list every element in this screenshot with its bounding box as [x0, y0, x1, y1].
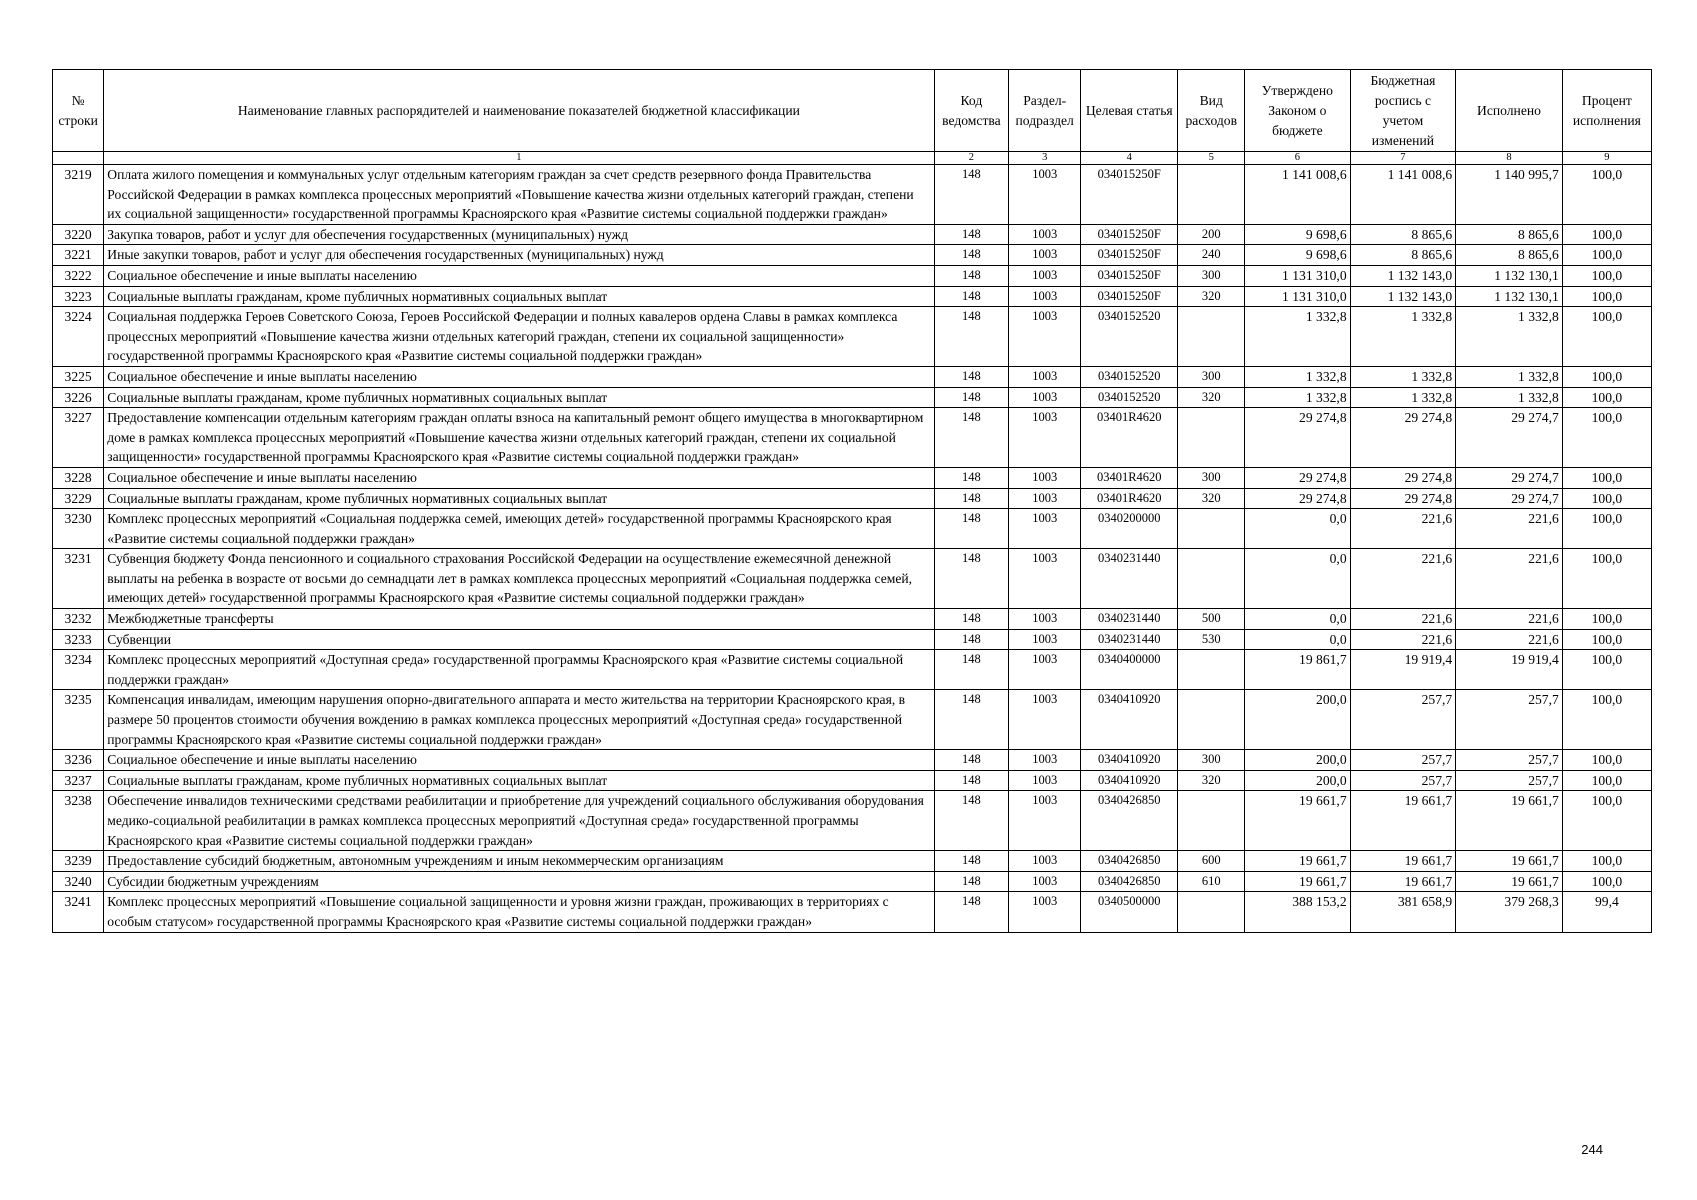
row-name: Социальная поддержка Героев Советского Союза, Героев Российской Федерации и полных кавалеров ордена Славы в рамках комплекса процессных мероприятий «Повышение качества жизни отдельных категорий граждан, степени их социальной защищенности» государственной программы Красноярского края «Развитие системы социальной поддержки граждан» [104, 307, 934, 367]
column-number: 5 [1178, 152, 1245, 165]
row-name: Социальное обеспечение и иные выплаты населению [104, 265, 934, 286]
row-dept-code: 148 [934, 892, 1009, 932]
row-number: 3220 [53, 224, 104, 245]
row-percent: 100,0 [1562, 224, 1651, 245]
page-number: 244 [1581, 1142, 1603, 1157]
row-target-article: 034015250F [1081, 224, 1178, 245]
row-dept-code: 148 [934, 690, 1009, 750]
row-expense-kind [1178, 892, 1245, 932]
table-row [53, 224, 1652, 245]
row-expense-kind [1178, 650, 1245, 690]
row-approved: 9 698,6 [1245, 224, 1351, 245]
row-approved: 19 861,7 [1245, 650, 1351, 690]
column-number: 6 [1245, 152, 1351, 165]
row-executed: 221,6 [1456, 549, 1563, 609]
row-schedule: 221,6 [1350, 509, 1456, 549]
row-percent: 100,0 [1562, 245, 1651, 266]
row-percent: 100,0 [1562, 366, 1651, 387]
row-name: Закупка товаров, работ и услуг для обеспечения государственных (муниципальных) нужд [104, 224, 934, 245]
row-name: Социальные выплаты гражданам, кроме публичных нормативных социальных выплат [104, 286, 934, 307]
header-row-number: № строки [53, 70, 104, 152]
row-approved: 200,0 [1245, 770, 1351, 791]
row-name: Субсидии бюджетным учреждениям [104, 871, 934, 892]
row-approved: 29 274,8 [1245, 408, 1351, 468]
column-number [53, 152, 104, 165]
row-name: Компенсация инвалидам, имеющим нарушения опорно-двигательного аппарата и место жительства на территории Красноярского края, в размере 50 процентов стоимости обучения вождению в рамках комплекса процессных мероприятий «Доступная среда» государственной программы Красноярского края «Развитие системы социальной поддержки граждан» [104, 690, 934, 750]
row-target-article: 0340152520 [1081, 366, 1178, 387]
row-number: 3225 [53, 366, 104, 387]
row-dept-code: 148 [934, 165, 1009, 225]
table-row [53, 307, 1652, 367]
header-target-article: Целевая статья [1081, 70, 1178, 152]
table-row [53, 851, 1652, 872]
row-name: Социальное обеспечение и иные выплаты населению [104, 366, 934, 387]
row-approved: 200,0 [1245, 750, 1351, 771]
row-name: Комплекс процессных мероприятий «Повышение социальной защищенности и уровня жизни граждан, проживающих в территориях с особым статусом» государственной программы Красноярского края «Развитие системы социальной поддержки граждан» [104, 892, 934, 932]
row-target-article: 0340400000 [1081, 650, 1178, 690]
row-expense-kind: 300 [1178, 750, 1245, 771]
column-number: 3 [1009, 152, 1081, 165]
row-section: 1003 [1009, 286, 1081, 307]
row-executed: 257,7 [1456, 750, 1563, 771]
row-section: 1003 [1009, 609, 1081, 630]
table-row [53, 871, 1652, 892]
row-section: 1003 [1009, 224, 1081, 245]
row-percent: 100,0 [1562, 770, 1651, 791]
row-number: 3226 [53, 387, 104, 408]
row-schedule: 1 132 143,0 [1350, 265, 1456, 286]
row-section: 1003 [1009, 165, 1081, 225]
row-dept-code: 148 [934, 245, 1009, 266]
row-schedule: 1 332,8 [1350, 387, 1456, 408]
row-target-article: 034015250F [1081, 245, 1178, 266]
table-row [53, 629, 1652, 650]
row-target-article: 03401R4620 [1081, 488, 1178, 509]
row-expense-kind: 240 [1178, 245, 1245, 266]
row-section: 1003 [1009, 871, 1081, 892]
row-executed: 1 132 130,1 [1456, 286, 1563, 307]
row-number: 3228 [53, 467, 104, 488]
row-section: 1003 [1009, 265, 1081, 286]
column-number: 8 [1456, 152, 1563, 165]
row-section: 1003 [1009, 509, 1081, 549]
row-schedule: 19 661,7 [1350, 871, 1456, 892]
row-section: 1003 [1009, 791, 1081, 851]
row-dept-code: 148 [934, 650, 1009, 690]
row-dept-code: 148 [934, 750, 1009, 771]
row-percent: 100,0 [1562, 165, 1651, 225]
row-percent: 100,0 [1562, 791, 1651, 851]
row-number: 3222 [53, 265, 104, 286]
row-percent: 100,0 [1562, 307, 1651, 367]
row-approved: 1 131 310,0 [1245, 265, 1351, 286]
row-target-article: 0340231440 [1081, 549, 1178, 609]
row-name: Комплекс процессных мероприятий «Доступная среда» государственной программы Красноярского края «Развитие системы социальной поддержки граждан» [104, 650, 934, 690]
row-expense-kind: 320 [1178, 488, 1245, 509]
column-number: 7 [1350, 152, 1456, 165]
table-row [53, 770, 1652, 791]
column-number: 2 [934, 152, 1009, 165]
row-name: Социальное обеспечение и иные выплаты населению [104, 467, 934, 488]
table-row [53, 165, 1652, 225]
row-approved: 1 332,8 [1245, 307, 1351, 367]
row-percent: 100,0 [1562, 408, 1651, 468]
row-approved: 19 661,7 [1245, 791, 1351, 851]
row-executed: 257,7 [1456, 770, 1563, 791]
row-name: Субвенция бюджету Фонда пенсионного и социального страхования Российской Федерации на осуществление ежемесячной денежной выплаты на ребенка в возрасте от восьми до семнадцати лет в рамках комплекса процессных мероприятий «Социальная поддержка семей, имеющих детей» государственной программы Красноярского края «Развитие системы социальной поддержки граждан» [104, 549, 934, 609]
row-expense-kind: 300 [1178, 265, 1245, 286]
row-dept-code: 148 [934, 509, 1009, 549]
row-number: 3224 [53, 307, 104, 367]
table-header [53, 70, 1652, 165]
row-executed: 1 332,8 [1456, 366, 1563, 387]
table-row [53, 609, 1652, 630]
table-row [53, 286, 1652, 307]
row-executed: 19 661,7 [1456, 871, 1563, 892]
row-percent: 100,0 [1562, 286, 1651, 307]
table-row [53, 366, 1652, 387]
row-approved: 9 698,6 [1245, 245, 1351, 266]
header-executed: Исполнено [1456, 70, 1563, 152]
row-schedule: 257,7 [1350, 690, 1456, 750]
row-section: 1003 [1009, 892, 1081, 932]
row-dept-code: 148 [934, 488, 1009, 509]
row-target-article: 0340231440 [1081, 629, 1178, 650]
row-executed: 1 332,8 [1456, 307, 1563, 367]
row-executed: 1 132 130,1 [1456, 265, 1563, 286]
row-executed: 8 865,6 [1456, 245, 1563, 266]
row-number: 3233 [53, 629, 104, 650]
row-name: Субвенции [104, 629, 934, 650]
row-name: Комплекс процессных мероприятий «Социальная поддержка семей, имеющих детей» государственной программы Красноярского края «Развитие системы социальной поддержки граждан» [104, 509, 934, 549]
header-name: Наименование главных распорядителей и наименование показателей бюджетной классификации [104, 70, 934, 152]
row-schedule: 1 132 143,0 [1350, 286, 1456, 307]
row-dept-code: 148 [934, 770, 1009, 791]
row-number: 3241 [53, 892, 104, 932]
row-target-article: 0340426850 [1081, 851, 1178, 872]
table-body [53, 165, 1652, 933]
row-percent: 100,0 [1562, 488, 1651, 509]
row-dept-code: 148 [934, 307, 1009, 367]
row-section: 1003 [1009, 408, 1081, 468]
table-row [53, 791, 1652, 851]
row-executed: 221,6 [1456, 509, 1563, 549]
row-approved: 1 332,8 [1245, 366, 1351, 387]
header-expense-kind: Вид расходов [1178, 70, 1245, 152]
row-executed: 221,6 [1456, 629, 1563, 650]
row-percent: 100,0 [1562, 509, 1651, 549]
row-section: 1003 [1009, 467, 1081, 488]
row-section: 1003 [1009, 750, 1081, 771]
row-approved: 0,0 [1245, 549, 1351, 609]
row-expense-kind: 320 [1178, 286, 1245, 307]
row-expense-kind [1178, 791, 1245, 851]
budget-table [52, 69, 1652, 933]
row-schedule: 8 865,6 [1350, 224, 1456, 245]
row-dept-code: 148 [934, 791, 1009, 851]
row-name: Межбюджетные трансферты [104, 609, 934, 630]
row-approved: 1 141 008,6 [1245, 165, 1351, 225]
row-dept-code: 148 [934, 408, 1009, 468]
row-target-article: 0340500000 [1081, 892, 1178, 932]
row-name: Предоставление субсидий бюджетным, автономным учреждениям и иным некоммерческим организациям [104, 851, 934, 872]
header-schedule: Бюджетная роспись с учетом изменений [1350, 70, 1456, 152]
column-number: 9 [1562, 152, 1651, 165]
row-number: 3237 [53, 770, 104, 791]
row-executed: 29 274,7 [1456, 488, 1563, 509]
row-number: 3223 [53, 286, 104, 307]
row-section: 1003 [1009, 549, 1081, 609]
row-section: 1003 [1009, 387, 1081, 408]
row-schedule: 29 274,8 [1350, 488, 1456, 509]
row-name: Оплата жилого помещения и коммунальных услуг отдельным категориям граждан за счет средств резервного фонда Правительства Российской Федерации в рамках комплекса процессных мероприятий «Повышение качества жизни отдельных категорий граждан, степени их социальной защищенности» государственной программы Красноярского края «Развитие системы социальной поддержки граждан» [104, 165, 934, 225]
row-target-article: 034015250F [1081, 286, 1178, 307]
header-section: Раздел-подраздел [1009, 70, 1081, 152]
row-expense-kind: 300 [1178, 467, 1245, 488]
row-number: 3236 [53, 750, 104, 771]
row-expense-kind: 320 [1178, 387, 1245, 408]
row-expense-kind [1178, 307, 1245, 367]
table-row [53, 245, 1652, 266]
row-executed: 8 865,6 [1456, 224, 1563, 245]
row-target-article: 03401R4620 [1081, 408, 1178, 468]
row-dept-code: 148 [934, 366, 1009, 387]
row-percent: 100,0 [1562, 629, 1651, 650]
row-percent: 100,0 [1562, 387, 1651, 408]
row-expense-kind [1178, 408, 1245, 468]
row-expense-kind: 320 [1178, 770, 1245, 791]
row-schedule: 29 274,8 [1350, 467, 1456, 488]
row-approved: 29 274,8 [1245, 488, 1351, 509]
row-executed: 257,7 [1456, 690, 1563, 750]
table-row [53, 549, 1652, 609]
row-expense-kind [1178, 165, 1245, 225]
row-schedule: 221,6 [1350, 629, 1456, 650]
row-name: Социальные выплаты гражданам, кроме публичных нормативных социальных выплат [104, 770, 934, 791]
row-target-article: 0340200000 [1081, 509, 1178, 549]
row-target-article: 034015250F [1081, 265, 1178, 286]
row-number: 3232 [53, 609, 104, 630]
table-row [53, 467, 1652, 488]
row-schedule: 19 919,4 [1350, 650, 1456, 690]
row-name: Предоставление компенсации отдельным категориям граждан оплаты взноса на капитальный ремонт общего имущества в многоквартирном доме в рамках комплекса процессных мероприятий «Повышение качества жизни отдельных категорий граждан, степени их социальной защищенности» государственной программы Красноярского края «Развитие системы социальной поддержки граждан» [104, 408, 934, 468]
table-row [53, 265, 1652, 286]
row-dept-code: 148 [934, 609, 1009, 630]
row-target-article: 0340410920 [1081, 750, 1178, 771]
row-name: Социальные выплаты гражданам, кроме публичных нормативных социальных выплат [104, 387, 934, 408]
row-name: Обеспечение инвалидов техническими средствами реабилитации и приобретение для учреждений социального обслуживания оборудования медико-социальной реабилитации в рамках комплекса процессных мероприятий «Доступная среда» государственной программы Красноярского края «Развитие системы социальной поддержки граждан» [104, 791, 934, 851]
table-row [53, 387, 1652, 408]
row-expense-kind: 610 [1178, 871, 1245, 892]
row-number: 3240 [53, 871, 104, 892]
header-percent: Процент исполнения [1562, 70, 1651, 152]
row-number: 3227 [53, 408, 104, 468]
row-expense-kind [1178, 549, 1245, 609]
header-approved: Утверждено Законом о бюджете [1245, 70, 1351, 152]
row-percent: 100,0 [1562, 750, 1651, 771]
row-dept-code: 148 [934, 286, 1009, 307]
row-schedule: 19 661,7 [1350, 851, 1456, 872]
row-number: 3219 [53, 165, 104, 225]
row-executed: 19 661,7 [1456, 851, 1563, 872]
row-expense-kind [1178, 509, 1245, 549]
row-approved: 0,0 [1245, 609, 1351, 630]
row-approved: 200,0 [1245, 690, 1351, 750]
table-row [53, 408, 1652, 468]
row-executed: 29 274,7 [1456, 408, 1563, 468]
row-percent: 100,0 [1562, 871, 1651, 892]
row-dept-code: 148 [934, 265, 1009, 286]
row-executed: 1 332,8 [1456, 387, 1563, 408]
row-schedule: 257,7 [1350, 770, 1456, 791]
column-number: 4 [1081, 152, 1178, 165]
row-approved: 1 131 310,0 [1245, 286, 1351, 307]
row-dept-code: 148 [934, 549, 1009, 609]
column-number: 1 [104, 152, 934, 165]
row-schedule: 1 332,8 [1350, 366, 1456, 387]
row-target-article: 0340152520 [1081, 387, 1178, 408]
row-approved: 0,0 [1245, 629, 1351, 650]
row-schedule: 19 661,7 [1350, 791, 1456, 851]
row-percent: 100,0 [1562, 690, 1651, 750]
row-percent: 100,0 [1562, 265, 1651, 286]
row-section: 1003 [1009, 770, 1081, 791]
row-schedule: 1 141 008,6 [1350, 165, 1456, 225]
row-expense-kind: 600 [1178, 851, 1245, 872]
row-schedule: 29 274,8 [1350, 408, 1456, 468]
row-schedule: 1 332,8 [1350, 307, 1456, 367]
row-target-article: 0340410920 [1081, 770, 1178, 791]
row-section: 1003 [1009, 690, 1081, 750]
row-section: 1003 [1009, 245, 1081, 266]
row-number: 3238 [53, 791, 104, 851]
row-number: 3231 [53, 549, 104, 609]
row-schedule: 257,7 [1350, 750, 1456, 771]
row-executed: 29 274,7 [1456, 467, 1563, 488]
row-percent: 100,0 [1562, 650, 1651, 690]
row-dept-code: 148 [934, 851, 1009, 872]
row-section: 1003 [1009, 366, 1081, 387]
row-expense-kind: 500 [1178, 609, 1245, 630]
row-schedule: 381 658,9 [1350, 892, 1456, 932]
row-dept-code: 148 [934, 387, 1009, 408]
row-percent: 100,0 [1562, 609, 1651, 630]
row-schedule: 221,6 [1350, 609, 1456, 630]
row-number: 3239 [53, 851, 104, 872]
row-executed: 379 268,3 [1456, 892, 1563, 932]
row-expense-kind [1178, 690, 1245, 750]
row-executed: 19 919,4 [1456, 650, 1563, 690]
row-name: Социальные выплаты гражданам, кроме публичных нормативных социальных выплат [104, 488, 934, 509]
row-target-article: 0340231440 [1081, 609, 1178, 630]
table-row [53, 750, 1652, 771]
row-number: 3229 [53, 488, 104, 509]
row-schedule: 221,6 [1350, 549, 1456, 609]
row-percent: 100,0 [1562, 851, 1651, 872]
row-percent: 100,0 [1562, 467, 1651, 488]
row-schedule: 8 865,6 [1350, 245, 1456, 266]
row-approved: 19 661,7 [1245, 851, 1351, 872]
row-approved: 1 332,8 [1245, 387, 1351, 408]
row-approved: 388 153,2 [1245, 892, 1351, 932]
row-target-article: 0340426850 [1081, 791, 1178, 851]
row-dept-code: 148 [934, 224, 1009, 245]
row-section: 1003 [1009, 629, 1081, 650]
row-dept-code: 148 [934, 629, 1009, 650]
row-number: 3234 [53, 650, 104, 690]
row-approved: 0,0 [1245, 509, 1351, 549]
row-expense-kind: 300 [1178, 366, 1245, 387]
row-executed: 19 661,7 [1456, 791, 1563, 851]
row-dept-code: 148 [934, 467, 1009, 488]
row-target-article: 0340410920 [1081, 690, 1178, 750]
row-executed: 221,6 [1456, 609, 1563, 630]
header-dept-code: Код ведомства [934, 70, 1009, 152]
row-section: 1003 [1009, 650, 1081, 690]
row-target-article: 0340426850 [1081, 871, 1178, 892]
row-dept-code: 148 [934, 871, 1009, 892]
row-target-article: 034015250F [1081, 165, 1178, 225]
row-expense-kind: 530 [1178, 629, 1245, 650]
row-section: 1003 [1009, 307, 1081, 367]
row-number: 3221 [53, 245, 104, 266]
row-target-article: 0340152520 [1081, 307, 1178, 367]
row-number: 3235 [53, 690, 104, 750]
row-section: 1003 [1009, 488, 1081, 509]
table-row [53, 488, 1652, 509]
row-target-article: 03401R4620 [1081, 467, 1178, 488]
table-row [53, 509, 1652, 549]
row-percent: 99,4 [1562, 892, 1651, 932]
table-row [53, 650, 1652, 690]
row-percent: 100,0 [1562, 549, 1651, 609]
table-row [53, 892, 1652, 932]
row-executed: 1 140 995,7 [1456, 165, 1563, 225]
row-number: 3230 [53, 509, 104, 549]
row-expense-kind: 200 [1178, 224, 1245, 245]
row-name: Иные закупки товаров, работ и услуг для обеспечения государственных (муниципальных) нужд [104, 245, 934, 266]
row-approved: 29 274,8 [1245, 467, 1351, 488]
row-name: Социальное обеспечение и иные выплаты населению [104, 750, 934, 771]
row-section: 1003 [1009, 851, 1081, 872]
table-row [53, 690, 1652, 750]
row-approved: 19 661,7 [1245, 871, 1351, 892]
